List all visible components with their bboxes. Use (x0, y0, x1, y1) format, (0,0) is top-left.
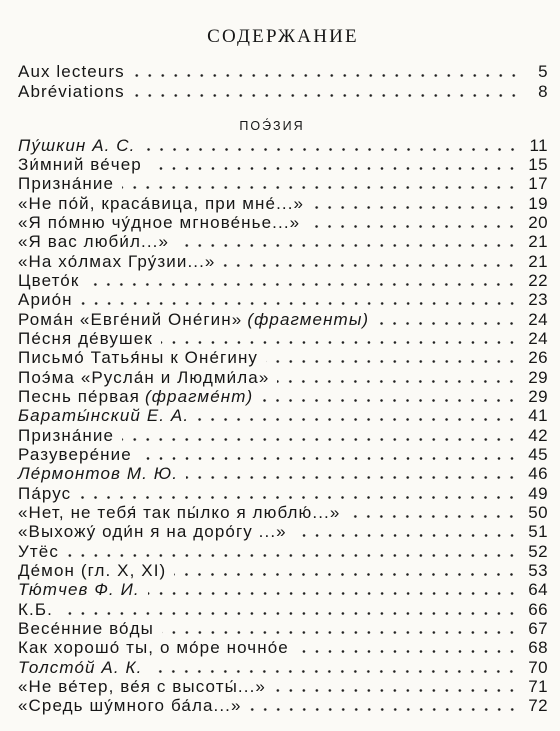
dot-leader (150, 167, 518, 170)
toc-entry (18, 677, 548, 696)
page-number: 29 (528, 367, 548, 387)
page-number: 45 (528, 445, 548, 464)
page-number: 23 (528, 290, 548, 310)
page-number: 19 (528, 193, 548, 213)
entry-title: «Выхожу́ оди́н я на доро́гу ...» (18, 522, 287, 542)
page-number: 41 (528, 406, 548, 426)
entry-title: Па́рус (18, 483, 72, 503)
page-number: 67 (528, 619, 548, 639)
toc-entry (18, 290, 548, 309)
dot-leader (295, 534, 519, 537)
dot-leader (162, 631, 518, 634)
entry-title: Разувере́ние (18, 445, 132, 464)
toc-entry (18, 503, 548, 522)
author-entry (18, 580, 548, 599)
entry-title: «Я по́мню чу́дное мгнове́нье...» (18, 212, 301, 232)
entry-note: (фрагме́нт) (144, 386, 254, 406)
dot-leader (223, 264, 518, 267)
entry-title: «Не по́й, краса́вица, при мне́...» (18, 193, 305, 213)
toc-entry (18, 213, 548, 232)
dot-leader (150, 670, 518, 673)
dot-leader (133, 74, 520, 77)
author-name: Тю́тчев Ф. И. (18, 580, 140, 600)
dot-leader (197, 418, 518, 421)
page-number: 26 (528, 348, 548, 368)
entry-title: Арио́н (18, 290, 73, 310)
front-matter-list (18, 62, 548, 102)
dot-leader (87, 283, 518, 286)
page-number: 70 (528, 657, 548, 677)
page-number: 8 (538, 82, 548, 101)
entry-title: Как хорошо́ ты, о мо́ре ночно́е (18, 638, 289, 658)
toc-entry (18, 62, 548, 82)
toc-entry (18, 638, 548, 657)
entry-title: Призна́ние (18, 425, 115, 445)
dot-leader (186, 476, 518, 479)
dot-leader (250, 708, 519, 711)
dot-leader (122, 186, 518, 189)
dot-leader (148, 592, 519, 595)
page-number: 52 (528, 541, 548, 561)
entry-title: Призна́ние (18, 174, 115, 194)
author-name: Ле́рмонтов М. Ю. (18, 464, 179, 484)
page-number: 68 (528, 638, 548, 658)
toc-entry (18, 155, 548, 174)
page-number: 53 (528, 561, 548, 581)
toc-entry (18, 194, 548, 213)
toc-entry (18, 310, 548, 329)
entry-title: «Не ве́тер, ве́я с высоты́...» (18, 677, 266, 697)
entry-title: «Я вас люби́л...» (18, 232, 170, 252)
toc-entry (18, 368, 548, 387)
entry-title: Aux lecteurs (18, 62, 125, 81)
page-number: 11 (529, 135, 548, 155)
page-number: 29 (528, 386, 548, 406)
toc-entry (18, 522, 548, 541)
dot-leader (67, 554, 518, 557)
entry-title: Де́мон (гл. X, XI) (18, 561, 167, 581)
entry-title: Зи́мний ве́чер (18, 154, 142, 174)
dot-leader (312, 206, 518, 209)
page-number: 50 (528, 503, 548, 523)
page-number: 46 (528, 464, 548, 484)
entry-title: «На хо́лмах Гру́зии...» (18, 251, 216, 271)
page-number: 21 (528, 251, 548, 271)
page-number: 24 (528, 309, 548, 329)
toc-entry (18, 252, 548, 271)
page-number: 49 (528, 483, 548, 503)
page-number: 66 (528, 599, 548, 619)
author-name: Пу́шкин А. С. (18, 135, 136, 155)
toc-entry (18, 232, 548, 251)
dot-leader (174, 573, 518, 576)
entry-title: К.Б. (18, 599, 53, 619)
entry-title: Пе́сня де́вушек (18, 328, 153, 348)
dot-leader (133, 94, 520, 97)
toc-entry (18, 696, 548, 715)
page-number: 5 (538, 62, 548, 81)
page-number: 51 (528, 522, 548, 542)
entry-title: Abréviations (18, 82, 125, 101)
page-number: 64 (528, 580, 548, 600)
dot-leader (266, 360, 518, 363)
dot-leader (122, 438, 518, 441)
toc-entry (18, 387, 548, 406)
dot-leader (377, 322, 518, 325)
toc-entry (18, 484, 548, 503)
author-entry (18, 136, 548, 155)
entry-title: «Нет, не тебя́ так пы́лко я люблю́...» (18, 503, 341, 523)
page-number: 20 (528, 212, 548, 232)
toc-entry (18, 174, 548, 193)
author-entry (18, 406, 548, 425)
dot-leader (161, 341, 518, 344)
page-number: 24 (528, 328, 548, 348)
page-number: 21 (528, 232, 548, 252)
entry-title: Цвето́к (18, 270, 80, 290)
page-number: 17 (528, 174, 548, 194)
page-number: 42 (528, 425, 548, 445)
author-name: Толсто́й А. К. (18, 657, 143, 677)
author-entry (18, 464, 548, 483)
author-name: Бараты́нский Е. А. (18, 406, 190, 426)
toc-entry (18, 561, 548, 580)
dot-leader (308, 225, 518, 228)
page-number: 22 (528, 270, 548, 290)
dot-leader (143, 148, 519, 151)
entry-title: «Средь шу́много ба́ла...» (18, 696, 242, 716)
toc-entry (18, 329, 548, 348)
dot-leader (261, 399, 518, 402)
section-heading: ПОЭ́ЗИЯ (239, 119, 305, 133)
toc-entry (18, 271, 548, 290)
dot-leader (81, 302, 519, 305)
toc-entry (18, 542, 548, 561)
page-number: 72 (528, 696, 548, 716)
toc-entry (18, 426, 548, 445)
dot-leader (79, 496, 518, 499)
toc-entry (18, 82, 548, 102)
page-number: 15 (528, 154, 548, 174)
dot-leader (140, 457, 518, 460)
entry-title: Весе́нние во́ды (18, 619, 154, 639)
dot-leader (348, 515, 518, 518)
entry-title: Письмо́ Татья́ны к Оне́гину (18, 348, 259, 368)
toc-entry (18, 600, 548, 619)
entry-title: Рома́н «Евге́ний Оне́гин» (18, 309, 243, 329)
entry-title: Поэ́ма «Русла́н и Людми́ла» (18, 367, 270, 387)
toc-entry (18, 348, 548, 367)
dot-leader (177, 244, 518, 247)
author-entry (18, 658, 548, 677)
page-title: СОДЕРЖАНИЕ (207, 26, 359, 47)
dot-leader (297, 650, 518, 653)
toc-entry (18, 445, 548, 464)
dot-leader (277, 380, 518, 383)
dot-leader (61, 612, 518, 615)
dot-leader (274, 689, 518, 692)
page-number: 71 (528, 677, 548, 697)
entry-note: (фрагменты) (247, 309, 370, 329)
entry-title: Песнь пе́рвая (18, 386, 140, 406)
toc-entry (18, 619, 548, 638)
poetry-entries-list (18, 136, 548, 716)
entry-title: Утёс (18, 541, 59, 561)
